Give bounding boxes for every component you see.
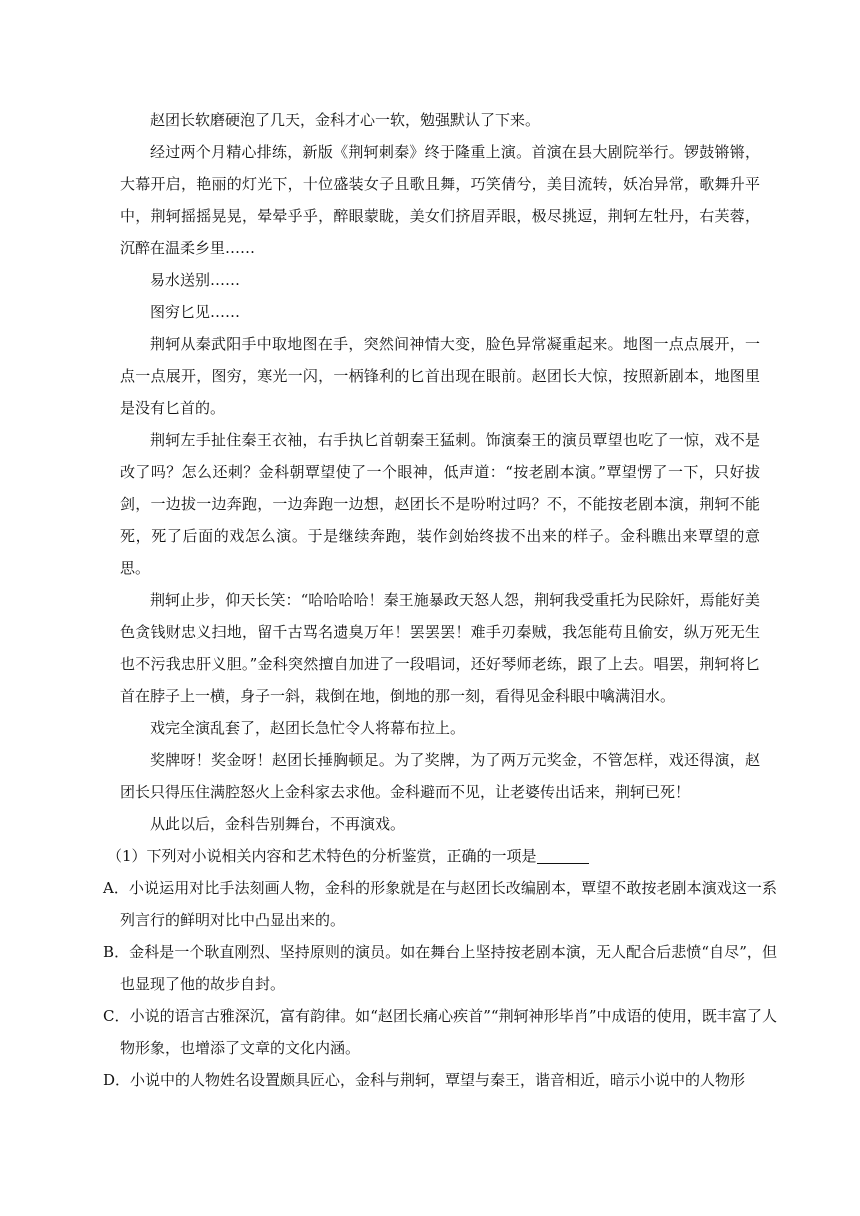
story-paragraph: 荆轲止步，仰天长笑：“哈哈哈哈！秦王施暴政天怒人怨，荆轲我受重托为民除奸，焉能好美色贪钱财忠义扫地，留千古骂名遗臭万年！罢罢罢！难手刃秦贼，我怎能苟且偷安，纵万死无生也不污我忠肝义胆。”金科突然擅自加进了一段唱词，还好琴师老练，跟了上去。唱罢，荆轲将匕首在脖子上一横，身子一斜，栽倒在地，倒地的那一刻，看得见金科眼中噙满泪水。: [120, 591, 760, 705]
document-body: [103, 104, 777, 1096]
option-letter: B．: [103, 943, 130, 961]
story-paragraph: 戏完全演乱套了，赵团长急忙令人将幕布拉上。: [150, 719, 466, 737]
story-paragraph: 图穷匕见……: [150, 303, 241, 321]
question-stem-text: （1）下列对小说相关内容和艺术特色的分析鉴赏，正确的一项是: [107, 847, 537, 865]
question-stem: [107, 840, 760, 872]
story-paragraph: 荆轲从秦武阳手中取地图在手，突然间神情大变，脸色异常凝重起来。地图一点点展开，一点一点展开，图穷，寒光一闪，一柄锋利的匕首出现在眼前。赵团长大惊，按照新剧本，地图里是没有匕首的。: [120, 335, 760, 417]
option-text: 小说的语言古雅深沉，富有韵律。如“赵团长痛心疾首”“荆轲神形毕肖”中成语的使用，既丰富了人物形象，也增添了文章的文化内涵。: [120, 1007, 777, 1057]
story-paragraph: 易水送别……: [150, 271, 241, 289]
option-letter: C．: [103, 1007, 130, 1025]
story-paragraph: 赵团长软磨硬泡了几天，金科才心一软，勉强默认了下来。: [150, 111, 541, 129]
option-text: 小说运用对比手法刻画人物，金科的形象就是在与赵团长改编剧本，覃望不敢按老剧本演戏这一系列言行的鲜明对比中凸显出来的。: [120, 879, 777, 929]
story-paragraph: 经过两个月精心排练，新版《荆轲刺秦》终于隆重上演。首演在县大剧院举行。锣鼓锵锵，大幕开启，艳丽的灯光下，十位盛装女子且歌且舞，巧笑倩兮，美目流转，妖冶异常，歌舞升平中，荆轲摇摇晃晃，晕晕乎乎，醉眼蒙眬，美女们挤眉弄眼，极尽挑逗，荆轲左牡丹，右芙蓉，沉醉在温柔乡里……: [120, 143, 760, 257]
option-d: [103, 1064, 777, 1096]
option-text: 小说中的人物姓名设置颇具匠心，金科与荆轲，覃望与秦王，谐音相近，暗示小说中的人物形: [130, 1071, 746, 1089]
option-letter: A．: [103, 879, 129, 897]
option-c: [103, 1000, 777, 1064]
option-b: [103, 936, 777, 1000]
answer-blank: [537, 848, 589, 864]
option-letter: D．: [103, 1071, 131, 1089]
option-a: [103, 872, 777, 936]
story-paragraph: 荆轲左手扯住秦王衣袖，右手执匕首朝秦王猛刺。饰演秦王的演员覃望也吃了一惊，戏不是改了吗？怎么还刺？金科朝覃望使了一个眼神，低声道：“按老剧本演。”覃望愣了一下，只好拔剑，一边拔一边奔跑，一边奔跑一边想，赵团长不是吩咐过吗？不，不能按老剧本演，荆轲不能死，死了后面的戏怎么演。于是继续奔跑，装作剑始终拔不出来的样子。金科瞧出来覃望的意思。: [120, 431, 760, 577]
story-paragraph: 从此以后，金科告别舞台，不再演戏。: [150, 815, 406, 833]
option-text: 金科是一个耿直刚烈、坚持原则的演员。如在舞台上坚持按老剧本演，无人配合后悲愤“自尽”，但也显现了他的故步自封。: [120, 943, 777, 993]
story-paragraph: 奖牌呀！奖金呀！赵团长捶胸顿足。为了奖牌，为了两万元奖金，不管怎样，戏还得演，赵团长只得压住满腔怒火上金科家去求他。金科避而不见，让老婆传出话来，荆轲已死！: [120, 751, 760, 801]
